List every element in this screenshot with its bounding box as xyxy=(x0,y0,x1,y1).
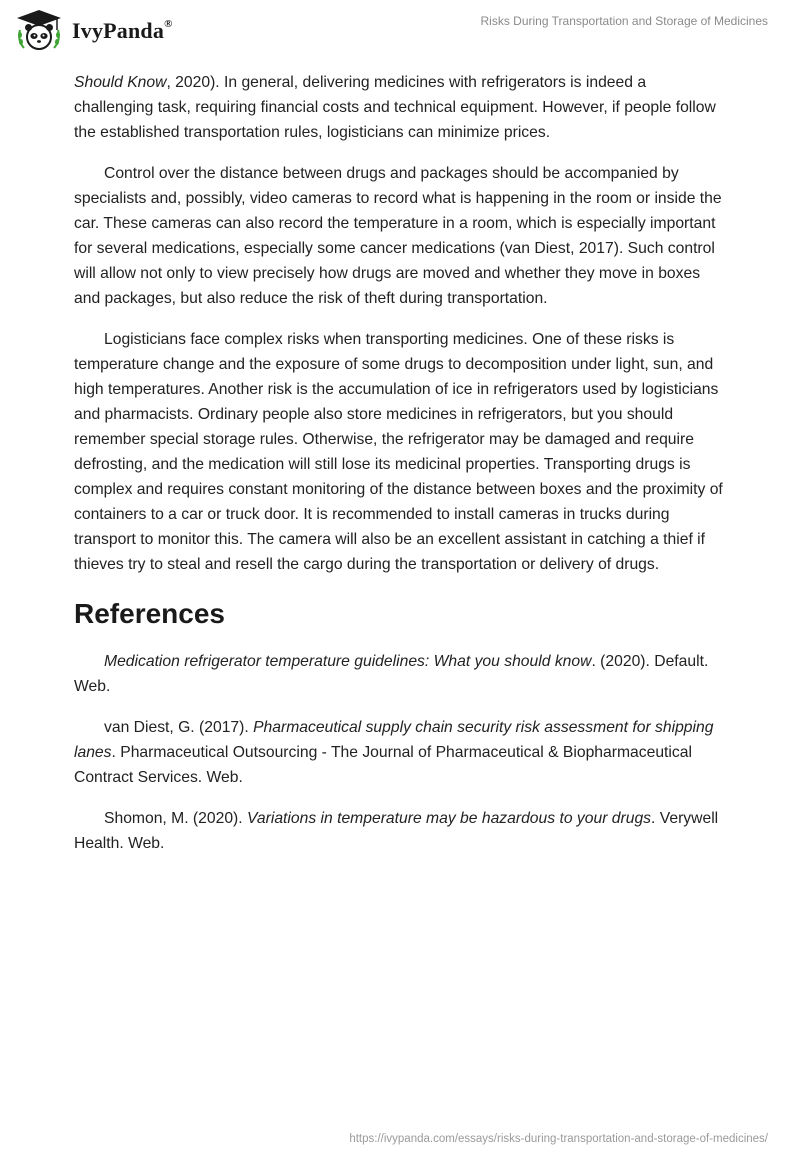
reference-item: Shomon, M. (2020). Variations in temperature may be hazardous to your drugs. Verywell Health. Web. xyxy=(74,810,719,852)
source-url[interactable]: https://ivypanda.com/essays/risks-during-transportation-and-storage-of-medicines/ xyxy=(349,1133,768,1145)
panda-graduate-icon xyxy=(14,8,64,54)
brand-name: IvyPanda® xyxy=(72,17,173,43)
ivypanda-logo[interactable] xyxy=(14,8,204,54)
essay-content xyxy=(74,70,726,872)
paragraph-risks: Logisticians face complex risks when transporting medicines. One of these risks is temperature change and the exposure of some drugs to decomposition under light, sun, and high temperatures. Another risk is the accumulation of ice in refrigerators used by logisticians and pharmacists. Ordinary people also store medicines in refrigerators, but you should remember special storage rules. Otherwise, the refrigerator may be damaged and require defrosting, and the medication will still lose its medicinal properties. Transporting drugs is complex and requires constant monitoring of the distance between boxes and the proximity of containers to a car or truck door. It is recommended to install cameras in trucks during transport to monitor this. The camera will also be an excellent assistant in catching a thief if thieves try to steal and resell the cargo during the transportation or delivery of drugs. xyxy=(74,331,723,573)
reference-item: Medication refrigerator temperature guidelines: What you should know. (2020). Default. Web. xyxy=(74,653,709,695)
reference-item: van Diest, G. (2017). Pharmaceutical supply chain security risk assessment for shipping lanes. Pharmaceutical Outsourcing - The Journal of Pharmaceutical & Biopharmaceutical Contract Services. Web. xyxy=(74,719,714,786)
references-heading: References xyxy=(74,598,225,629)
paragraph-continuation: Should Know, 2020). In general, delivering medicines with refrigerators is indeed a challenging task, requiring financial costs and technical equipment. However, if people follow the established transportation rules, logisticians can minimize prices. xyxy=(74,74,716,141)
paragraph-control: Control over the distance between drugs and packages should be accompanied by specialists and, possibly, video cameras to record what is happening in the room or inside the car. These cameras can also record the temperature in a room, which is especially important for several medications, especially some cancer medications (van Diest, 2017). Such control will allow not only to view precisely how drugs are moved and whether they move in boxes and packages, but also reduce the risk of theft during transportation. xyxy=(74,165,722,307)
page-header xyxy=(0,0,800,60)
document-title: Risks During Transportation and Storage of Medicines xyxy=(480,14,768,28)
